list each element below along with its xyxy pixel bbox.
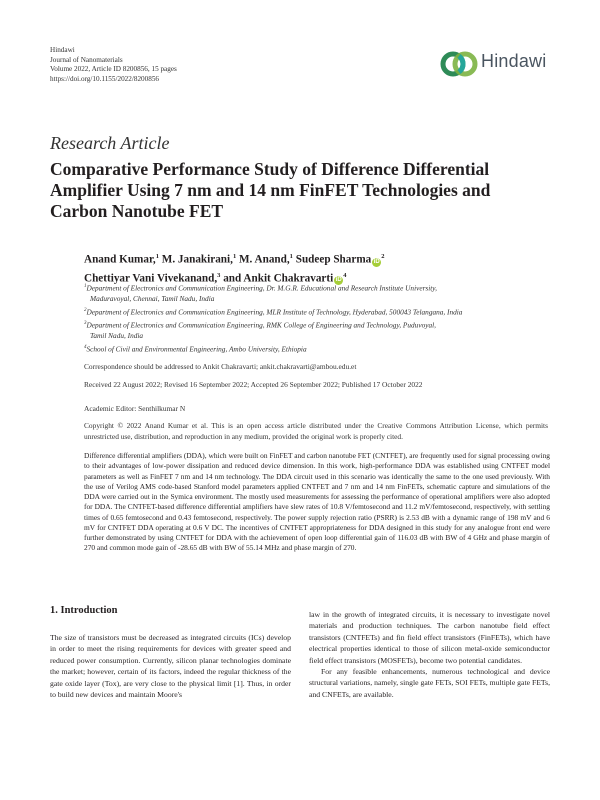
affiliation-1: $^1$Department of Electronics and Communication Engineering, Dr. M.G.R. Educational and Research Institute University, Maduravoyal, Chennai, Tamil Nadu, India bbox=[84, 283, 437, 303]
academic-editor: Academic Editor: Senthilkumar N bbox=[84, 404, 186, 413]
publisher-name: Hindawi bbox=[50, 46, 75, 54]
article-type: Research Article bbox=[50, 133, 170, 153]
author-name: Anand Kumar, bbox=[84, 253, 156, 266]
orcid-icon[interactable]: iD bbox=[335, 277, 342, 284]
section-heading-introduction: 1. Introduction bbox=[50, 605, 118, 616]
right-column bbox=[309, 609, 550, 700]
author-name: Sudeep Sharma bbox=[295, 253, 372, 266]
paragraph: For any feasible enhancements, numerous technological and device structural variations, namely, single gate FETs, SOI FETs, multiple gate FETs, and CNFETs, are available. bbox=[309, 667, 550, 699]
affiliation-4: $^4$School of Civil and Environmental Engineering, Ambo University, Ethiopia bbox=[84, 344, 307, 354]
hindawi-logo-icon bbox=[438, 43, 480, 85]
doi-link[interactable]: https://doi.org/10.1155/2022/8200856 bbox=[50, 74, 160, 83]
author-name: M. Anand, bbox=[239, 253, 290, 266]
copyright-notice: Copyright © 2022 Anand Kumar et al. This is an open access article distributed under the Creative Commons Attribution License, which permits unrestricted use, distribution, and reproduction in any medium, provided the original work is properly cited. bbox=[84, 421, 548, 441]
author-line-2: Chettiyar Vani Vivekanand,$^3$ and Ankit Chakravarti $iD^4$ bbox=[84, 271, 347, 285]
author-list bbox=[84, 249, 554, 286]
author-line-1: Anand Kumar,$^1$ M. Janakirani,$^1$ M. Anand,$^1$ Sudeep Sharma $iD^2$ bbox=[84, 253, 385, 266]
publication-dates: Received 22 August 2022; Revised 16 September 2022; Accepted 26 September 2022; Published 17 October 2022 bbox=[84, 380, 423, 389]
abstract: Difference differential amplifiers (DDA), which were built on FinFET and carbon nanotube FET (CNTFET), are frequently used for signal processing owing to their advantages of low-power dissipation and reduced device dimension. In this work, high-performance DDA was established using CNTFET model parameters as well as FinFET 7 nm and 14 nm technology. The DDA circuit used in this scenario was identically the same to the one used previously. With the use of Verilog AMS code-based Stanford model parameters applied CNTFET and 7 nm and 14 nm FinFETs, schematic capture and simulations of the DDA were carried out in the Symica environment. The mostly used measurements for assessing the performance of operational amplifiers were also adopted for DDA. The CNTFET-based difference differential amplifiers have slew rates of 10.8 V/femtosecond and 11.2 mV/femtosecond, respectively, with settling times of 0.65 femtosecond and 0.43 femtosecond, respectively. The power supply rejection ratio (PSRR) is 2.53 dB with a dynamic range of 198 mV and 6 mV for CNTFET DDA operating at 0.6 V DC. The incentives of CNTFET appropriateness for DDA designed in this study for any analogue front end were further demonstrated by using CNTFET for DDA with the achievement of open loop differential gain of 116.03 dB with BW of 4 GHz and phase margin of 270 and common mode gain of -28.65 dB with BW of 55.14 MHz and phase margin of 270. bbox=[84, 451, 550, 553]
hindawi-logo bbox=[438, 43, 558, 85]
journal-name: Journal of Nanomaterials bbox=[50, 55, 123, 64]
paper-title: Comparative Performance Study of Difference Differential Amplifier Using 7 nm and 14 nm FinFET Technologies and Carbon Nanotube FET bbox=[50, 159, 491, 221]
author-name: and Ankit Chakravarti bbox=[223, 272, 334, 285]
affiliation-3: $^3$Department of Electronics and Communication Engineering, RMK College of Engineering and Technology, Puduvoyal, Tamil Nadu, India bbox=[84, 320, 436, 341]
paragraph: The size of transistors must be decreased as integrated circuits (ICs) develop in order to meet the rising requirements for devices with greater speed and reduced power consumption. Currently, silicon planar technologies dominate the market; however, certain of its factors, indeed the regular thickness of the gate oxide layer (Tox), are very close to the physical limit [1]. Thus, in order to build new devices and maintain Moore's bbox=[50, 633, 291, 700]
author-name: Chettiyar Vani Vivekanand, bbox=[84, 272, 218, 285]
logo-text: Hindawi bbox=[481, 51, 547, 71]
orcid-icon[interactable]: iD bbox=[373, 258, 380, 265]
journal-meta bbox=[50, 46, 177, 84]
paragraph: law in the growth of integrated circuits, it is necessary to investigate novel materials and production techniques. The carbon nanotube field effect transistors (CNTFETs) and fin field effect transistors (FinFETs), which have electrical properties identical to those of silicon metal-oxide semiconductor field effect transistors (MOSFETs), become two potential candidates. bbox=[309, 610, 550, 665]
affiliations bbox=[84, 282, 554, 357]
left-column bbox=[50, 632, 291, 700]
affiliation-2: $^2$Department of Electronics and Communication Engineering, MLR Institute of Technology, Hyderabad, 500043 Telangana, India bbox=[84, 307, 463, 317]
author-name: M. Janakirani, bbox=[161, 253, 233, 266]
volume-info: Volume 2022, Article ID 8200856, 15 pages bbox=[50, 65, 177, 74]
correspondence: Correspondence should be addressed to Ankit Chakravarti; ankit.chakravarti@ambou.edu.et bbox=[84, 362, 357, 371]
